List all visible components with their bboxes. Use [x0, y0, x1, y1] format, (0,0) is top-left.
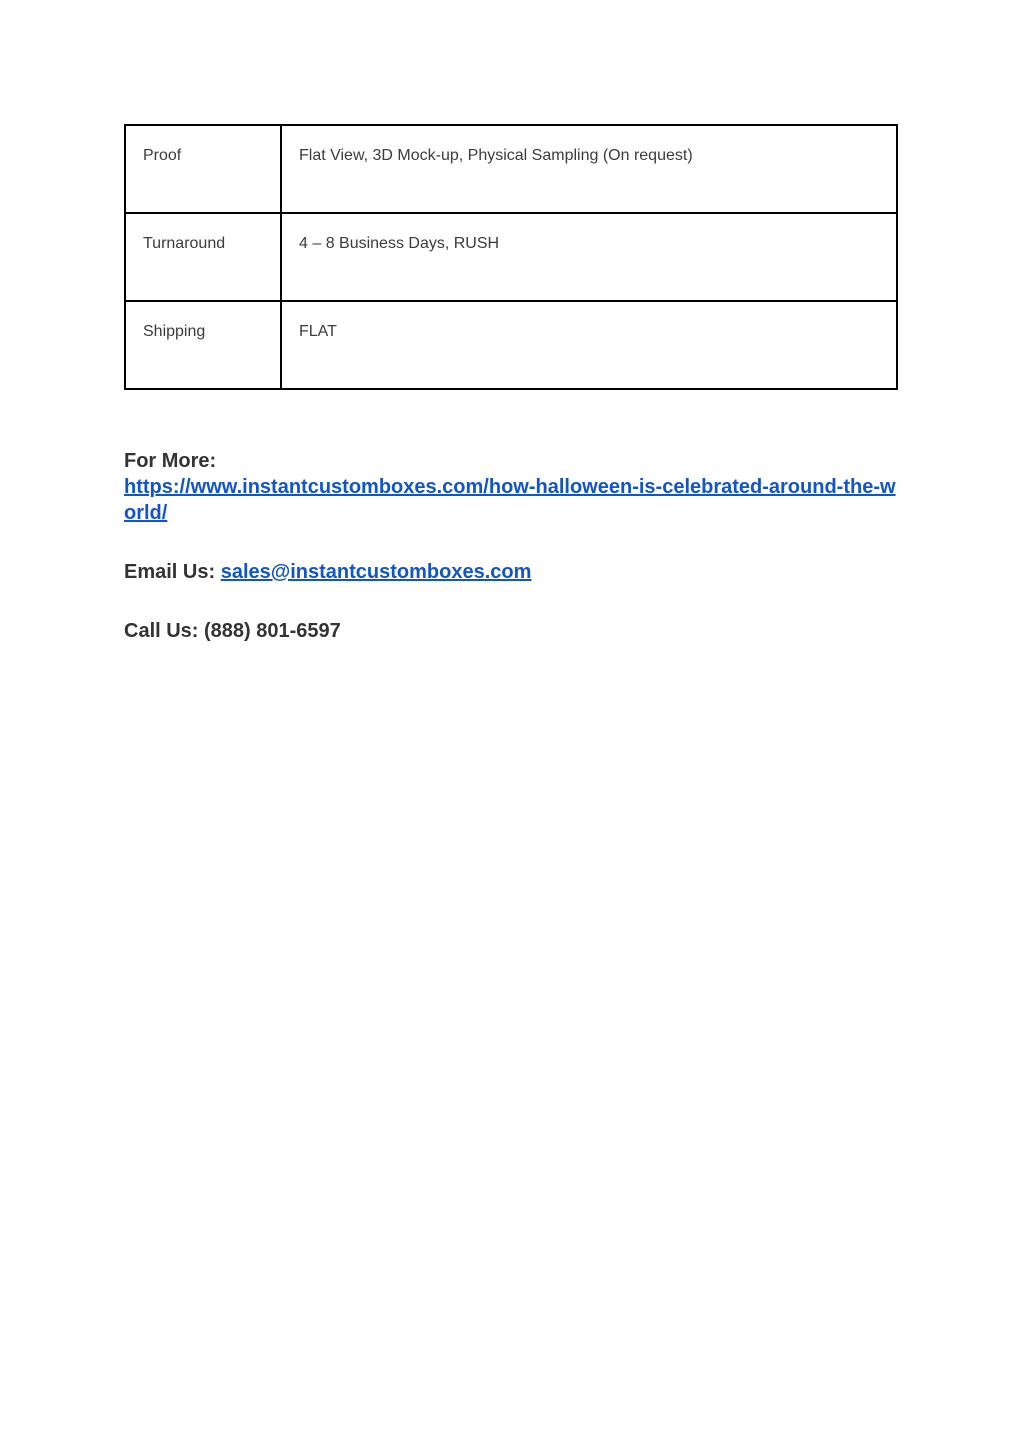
email-link[interactable]: sales@instantcustomboxes.com: [220, 561, 532, 583]
row-value-shipping: FLAT: [281, 301, 897, 389]
phone-text: Call Us: (888) 801-6597: [124, 620, 341, 642]
row-value-turnaround: 4 – 8 Business Days, RUSH: [281, 213, 897, 301]
more-info-block: [124, 448, 904, 526]
call-block: [124, 618, 904, 644]
row-label-proof: Proof: [125, 125, 281, 213]
row-value-proof: Flat View, 3D Mock-up, Physical Sampling (On request): [281, 125, 897, 213]
more-info-link[interactable]: https://www.instantcustomboxes.com/how-halloween-is-celebrated-around-the-world/: [124, 476, 896, 524]
row-label-shipping: Shipping: [125, 301, 281, 389]
email-block: [124, 559, 904, 585]
row-label-turnaround: Turnaround: [125, 213, 281, 301]
table-row: [125, 125, 897, 213]
email-label: Email Us:: [124, 561, 221, 583]
table-row: [125, 213, 897, 301]
contact-footer: [124, 448, 904, 644]
more-info-label: For More:: [124, 450, 217, 472]
table-row: [125, 301, 897, 389]
spec-table: [124, 124, 898, 390]
